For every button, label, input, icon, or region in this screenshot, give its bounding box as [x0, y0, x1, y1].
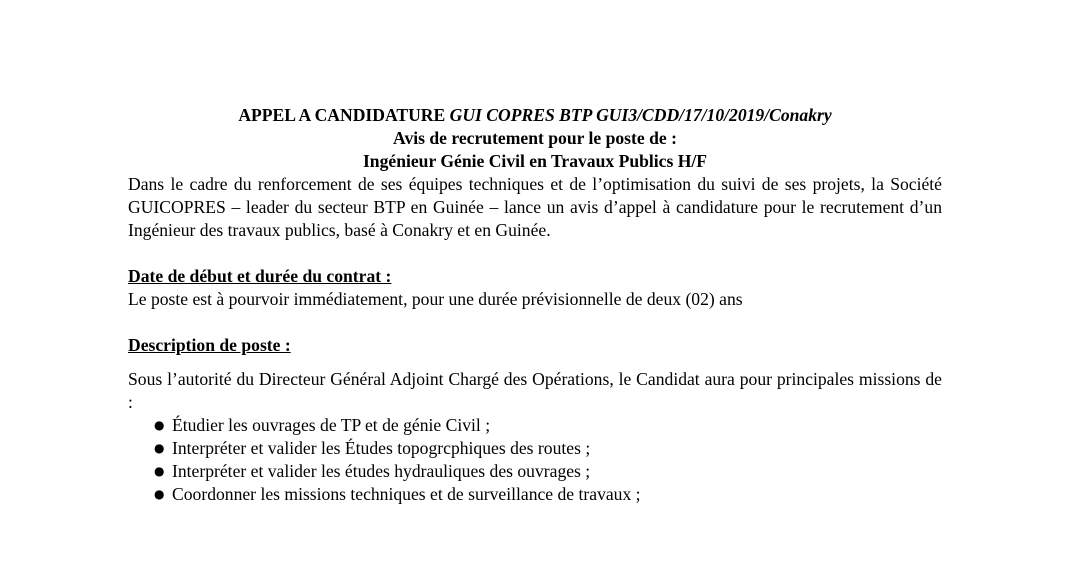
description-intro: Sous l’autorité du Directeur Général Adjoint Chargé des Opérations, le Candidat aura pour principales missions de :	[128, 369, 942, 412]
document-subtitle: Avis de recrutement pour le poste de :	[393, 128, 677, 148]
list-item	[128, 414, 942, 437]
mission-text: Interpréter et valider les études hydrauliques des ouvrages ;	[172, 461, 591, 481]
bullet-icon: ●	[154, 487, 165, 501]
mission-text: Interpréter et valider les Études topogrcphiques des routes ;	[172, 438, 591, 458]
bullet-icon: ●	[154, 441, 165, 455]
mission-text: Étudier les ouvrages de TP et de génie Civil ;	[172, 415, 491, 435]
position-title: Ingénieur Génie Civil en Travaux Publics H/F	[362, 151, 708, 171]
contract-text: Le poste est à pourvoir immédiatement, pour une durée prévisionnelle de deux (02) ans	[128, 289, 743, 309]
blank-line	[128, 311, 942, 334]
spacer	[128, 357, 942, 368]
title-prefix: APPEL A CANDIDATURE	[238, 105, 450, 125]
list-item	[128, 483, 942, 506]
blank-line	[128, 242, 942, 265]
mission-text: Coordonner les missions techniques et de surveillance de travaux ;	[172, 484, 641, 504]
list-item	[128, 437, 942, 460]
bullet-icon: ●	[154, 464, 165, 478]
bullet-icon: ●	[154, 418, 165, 432]
document-body	[128, 104, 942, 506]
missions-list	[128, 414, 942, 506]
title-reference: GUI COPRES BTP GUI3/CDD/17/10/2019/Conakry	[449, 105, 832, 125]
intro-paragraph: Dans le cadre du renforcement de ses équipes techniques et de l’optimisation du suivi de ses projets, la Société GUICOPRES – leader du secteur BTP en Guinée – lance un avis d’appel à candidature pour le recrutement d’un Ingénieur des travaux publics, basé à Conakry et en Guinée.	[128, 174, 942, 240]
contract-heading: Date de début et durée du contrat :	[128, 266, 392, 286]
document-title	[128, 104, 942, 127]
list-item	[128, 460, 942, 483]
description-heading: Description de poste :	[128, 335, 291, 355]
